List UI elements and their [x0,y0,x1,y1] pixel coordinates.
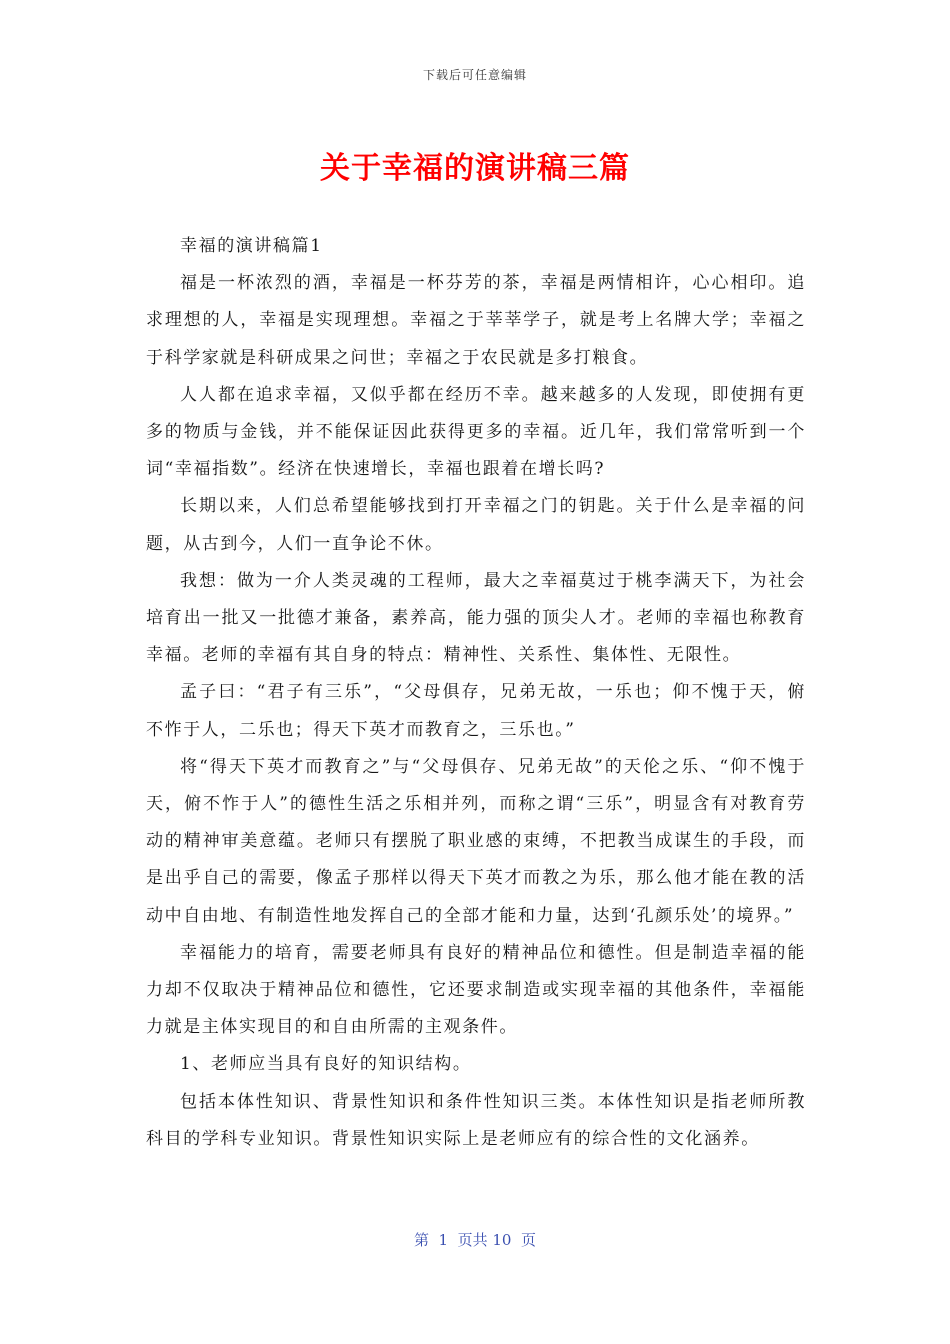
section-heading: 幸福的演讲稿篇1 [180,236,323,256]
document-body [146,228,806,1158]
paragraph: 我想：做为一介人类灵魂的工程师，最大之幸福莫过于桃李满天下，为社会培育出一批又一批德才兼备，素养高，能力强的顶尖人才。老师的幸福也称教育幸福。老师的幸福有其自身的特点：精神性、关系性、集体性、无限性。 [146,570,806,666]
paragraph: 福是一杯浓烈的酒，幸福是一杯芬芳的茶，幸福是两情相许，心心相印。追求理想的人，幸福是实现理想。幸福之于莘莘学子，就是考上名牌大学；幸福之于科学家就是科研成果之问世；幸福之于农民就是多打粮食。 [146,273,806,368]
paragraph: 孟子曰：“君子有三乐”，“父母俱存，兄弟无故，一乐也；仰不愧于天，俯不怍于人，二乐也；得天下英才而教育之，三乐也。” [146,682,806,740]
paragraph: 长期以来，人们总希望能够找到打开幸福之门的钥匙。关于什么是幸福的问题，从古到今，人们一直争论不休。 [146,496,806,554]
header-note: 下载后可任意编辑 [422,68,527,82]
paragraph: 包括本体性知识、背景性知识和条件性知识三类。本体性知识是指老师所教科目的学科专业知识。背景性知识实际上是老师应有的综合性的文化涵养。 [146,1091,806,1149]
paragraph: 将“得天下英才而教育之”与“父母俱存、兄弟无故”的天伦之乐、“仰不愧于天，俯不怍于人”的德性生活之乐相并列，而称之谓“三乐”，明显含有对教育劳动的精神审美意蕴。老师只有摆脱了职业感的束缚，不把教当成谋生的手段，而是出乎自己的需要，像孟子那样以得天下英才而教之为乐，那么他才能在教的活动中自由地、有制造性地发挥自己的全部才能和力量，达到‘孔颜乐处’的境界。” [146,756,806,926]
paragraph: 幸福能力的培育，需要老师具有良好的精神品位和德性。但是制造幸福的能力却不仅取决于精神品位和德性，它还要求制造或实现幸福的其他条件，幸福能力就是主体实现目的和自由所需的主观条件。 [146,942,806,1038]
paragraph: 人人都在追求幸福，又似乎都在经历不幸。越来越多的人发现，即使拥有更多的物质与金钱，并不能保证因此获得更多的幸福。近几年，我们常常听到一个词“幸福指数”。经济在快速增长，幸福也跟着在增长吗? [146,384,806,480]
document-title: 关于幸福的演讲稿三篇 [320,151,630,186]
list-item-heading: 1、老师应当具有良好的知识结构。 [180,1054,472,1075]
page-number: 第 1 页共 10 页 [413,1231,536,1249]
